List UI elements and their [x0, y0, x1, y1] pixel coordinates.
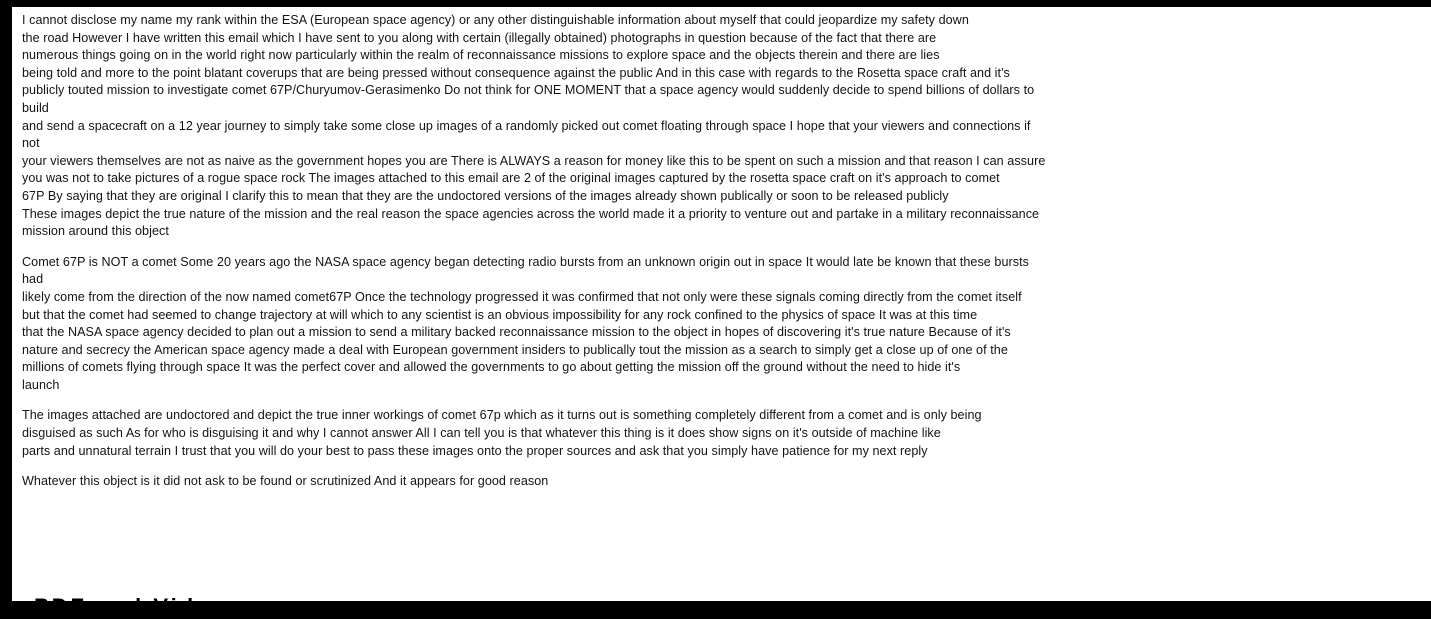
text-line: your viewers themselves are not as naive as the government hopes you are There is ALWAYS a reason for money like this to be spent on such a mission and that reason I can assure [22, 153, 1046, 168]
text-line: 67P By saying that they are original I clarify this to mean that they are the undoctored versions of the images already shown publically or soon to be released publicly [22, 188, 949, 203]
paragraph-gap [22, 394, 1423, 407]
text-line: parts and unnatural terrain I trust that you will do your best to pass these images onto the proper sources and ask that you simply have patience for my next reply [22, 443, 928, 458]
text-line: publicly touted mission to investigate comet 67P/Churyumov-Gerasimenko Do not think for ONE MOMENT that a space agency would suddenly decide to spend billions of dollars to [22, 83, 1035, 98]
text-line: that the NASA space agency decided to plan out a mission to send a military backed reconnaissance mission to the object in hopes of discovering it's true nature Because of it's [22, 325, 1011, 340]
cut-off-caption: PDF and Video [34, 594, 228, 619]
paragraph-2 [22, 254, 1423, 395]
text-line: launch [22, 377, 60, 392]
text-line: you was not to take pictures of a rogue space rock The images attached to this email are 2 of the original images captured by the rosetta space craft on it's approach to comet [22, 171, 1000, 186]
text-line: mission around this object [22, 224, 169, 239]
text-line: Whatever this object is it did not ask to be found or scrutinized And it appears for good reason [22, 474, 549, 489]
text-line: being told and more to the point blatant coverups that are being pressed without consequence against the public And in this case with regards to the Rosetta space craft and it's [22, 65, 1010, 80]
paragraph-3 [22, 407, 1423, 460]
paragraph-4 [22, 473, 1423, 491]
paragraph-gap [22, 241, 1423, 254]
text-line: These images depict the true nature of the mission and the real reason the space agencies across the world made it a priority to venture out and partake in a military reconnaissance [22, 206, 1040, 221]
text-line: nature and secrecy the American space agency made a deal with European government insiders to publically tout the mission as a search to simply get a close up of one of the [22, 342, 1008, 357]
text-line: millions of comets flying through space It was the perfect cover and allowed the governments to go about getting the mission off the ground without the need to hide it's [22, 360, 961, 375]
text-line: The images attached are undoctored and depict the true inner workings of comet 67p which as it turns out is something completely different from a comet and is only being [22, 408, 982, 423]
text-line: had [22, 272, 44, 287]
email-letter-page [12, 7, 1431, 619]
text-line: not [22, 136, 40, 151]
text-line: build [22, 100, 49, 115]
text-line: likely come from the direction of the now named comet67P Once the technology progressed it was confirmed that not only were these signals coming directly from the comet itself [22, 289, 1022, 304]
text-line: the road However I have written this email which I have sent to you along with certain (illegally obtained) photographs in question because of the fact that there are [22, 30, 937, 45]
text-line: disguised as such As for who is disguising it and why I cannot answer All I can tell you is that whatever this thing is it does show signs on it's outside of machine like [22, 426, 941, 441]
paragraph-gap [22, 460, 1423, 473]
text-line: and send a spacecraft on a 12 year journey to simply take some close up images of a randomly picked out comet floating through space I hope that your viewers and connections if [22, 118, 1031, 133]
text-line: I cannot disclose my name my rank within the ESA (European space agency) or any other distinguishable information about myself that could jeopardize my safety down [22, 13, 969, 27]
text-line: numerous things going on in the world right now particularly within the realm of reconnaissance missions to explore space and the objects therein and there are lies [22, 48, 940, 63]
text-line: Comet 67P is NOT a comet Some 20 years ago the NASA space agency began detecting radio bursts from an unknown origin out in space It would late be known that these bursts [22, 254, 1030, 269]
paragraph-1 [22, 12, 1423, 241]
text-line: but that the comet had seemed to change trajectory at will which to any scientist is an obvious impossibility for any rock confined to the physics of space It was at this time [22, 307, 978, 322]
